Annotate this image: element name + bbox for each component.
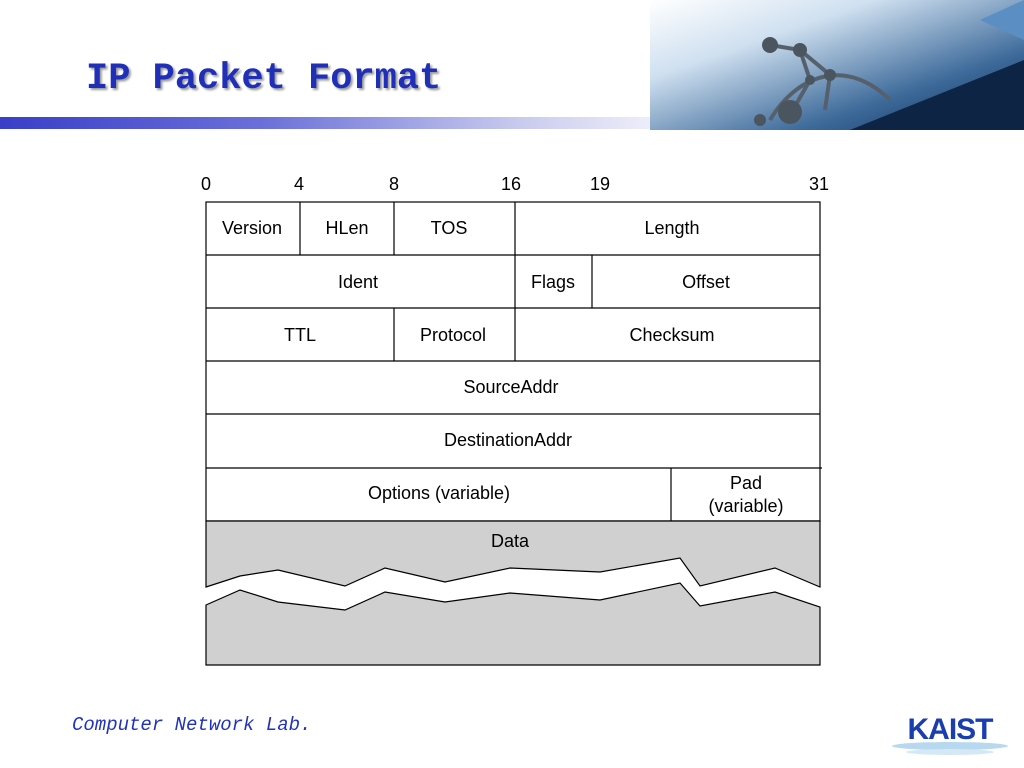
bit-position-label: 16 [500, 174, 522, 194]
field-ttl: TTL [283, 325, 317, 345]
field-source-addr: SourceAddr [463, 377, 559, 397]
data-section-bottom [206, 583, 820, 665]
logo-text: KAIST [907, 713, 993, 746]
field-destination-addr: DestinationAddr [443, 430, 573, 450]
kaist-logo [890, 708, 1010, 756]
field-pad-line2: (variable) [708, 496, 784, 516]
field-ident: Ident [337, 272, 379, 292]
field-flags: Flags [530, 272, 576, 292]
slide-title: IP Packet Format [86, 58, 442, 100]
footer-lab-name: Computer Network Lab. [72, 714, 312, 736]
bit-position-label: 31 [808, 174, 830, 194]
field-tos: TOS [430, 218, 468, 238]
field-data: Data [490, 531, 530, 551]
field-offset: Offset [682, 272, 730, 292]
field-options: Options (variable) [367, 483, 511, 503]
field-pad-line1: Pad [729, 473, 763, 493]
field-protocol: Protocol [419, 325, 487, 345]
bit-position-label: 4 [293, 174, 305, 194]
field-hlen: HLen [325, 218, 369, 238]
field-version: Version [221, 218, 283, 238]
field-length: Length [644, 218, 700, 238]
bit-position-label: 19 [589, 174, 611, 194]
bit-position-label: 0 [200, 174, 212, 194]
bit-position-label: 8 [388, 174, 400, 194]
field-checksum: Checksum [629, 325, 715, 345]
